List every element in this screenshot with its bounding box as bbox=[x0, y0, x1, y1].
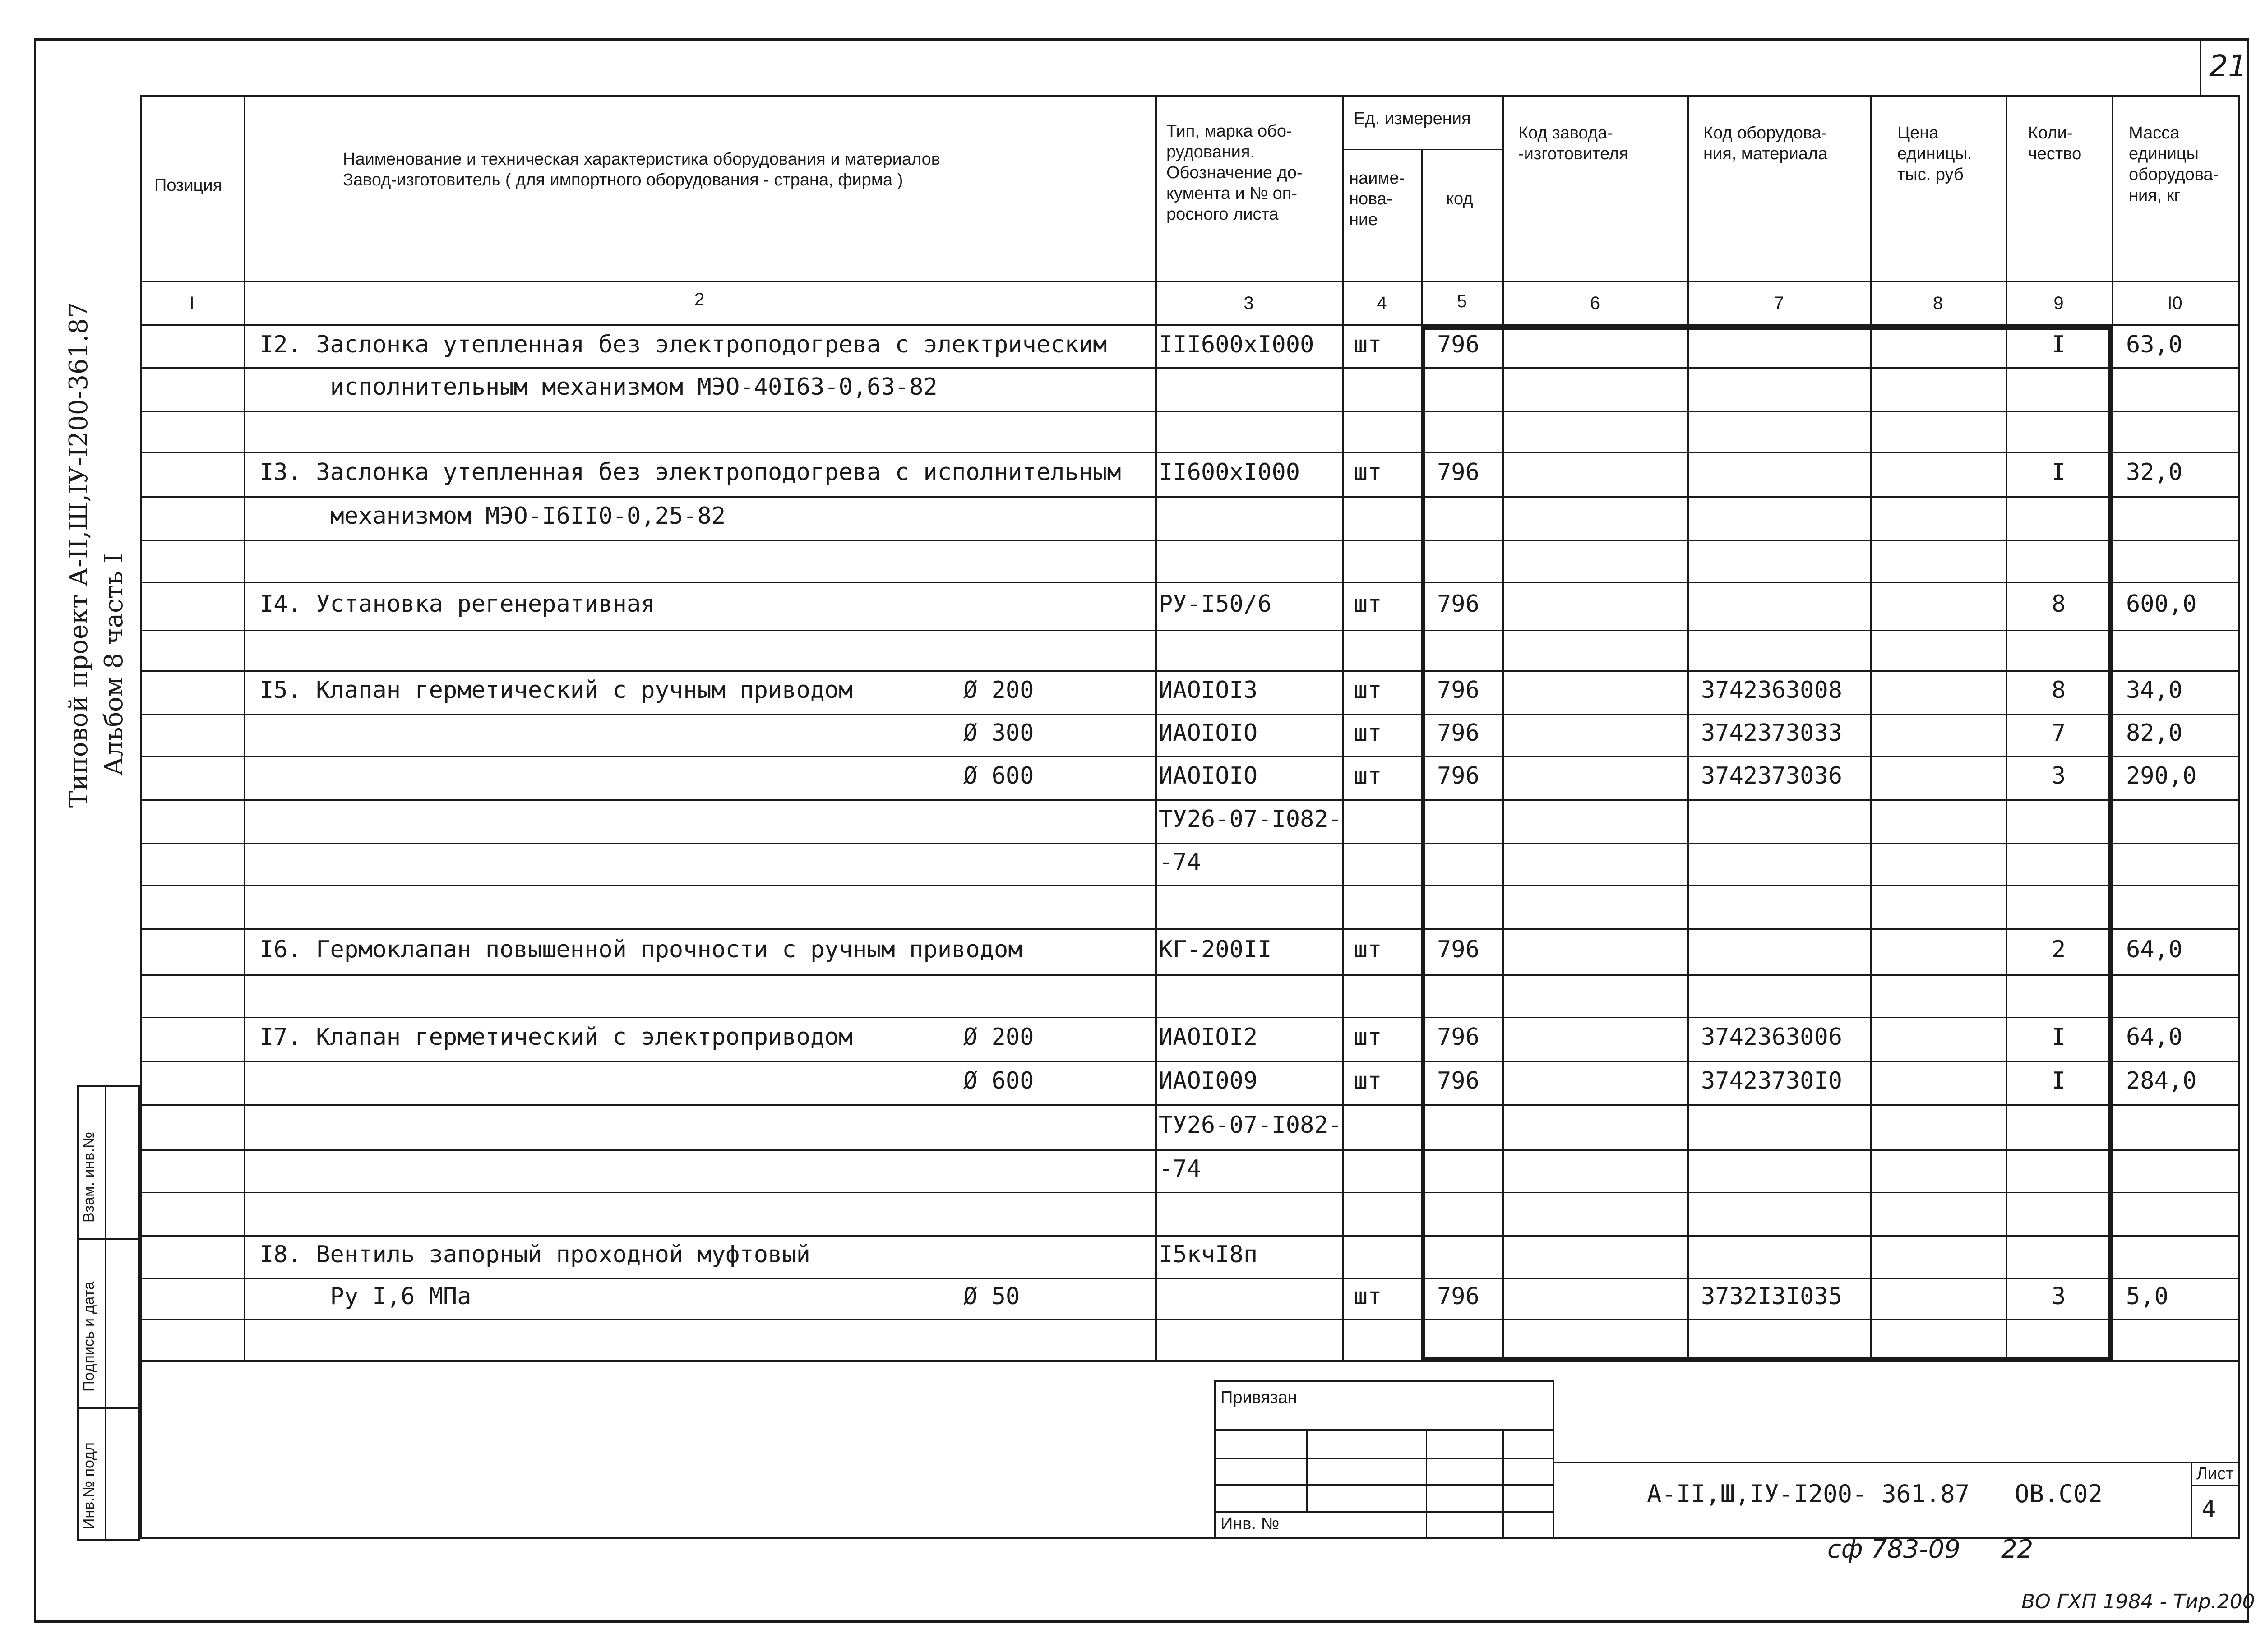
row-11-unit: шт bbox=[1354, 762, 1382, 789]
row-line bbox=[140, 670, 2240, 672]
unit-header-split bbox=[1342, 149, 1502, 150]
row-23-eq-code: 3732I3I035 bbox=[1701, 1283, 1843, 1310]
row-11-eq-code: 3742373036 bbox=[1701, 762, 1843, 789]
row-23-code: 796 bbox=[1437, 1283, 1479, 1310]
header-unit: Ед. измерения bbox=[1354, 109, 1471, 128]
row-line bbox=[140, 843, 2240, 844]
row-18-type: ИАОI009 bbox=[1159, 1067, 1258, 1094]
row-11-dia: Ø 600 bbox=[963, 762, 1034, 789]
row-23-qty: 3 bbox=[2051, 1283, 2066, 1310]
col-divider-1 bbox=[244, 95, 245, 1361]
row-17-type: ИАОIОI2 bbox=[1159, 1024, 1258, 1051]
row-17-qty: I bbox=[2051, 1024, 2066, 1051]
row-11-mass: 290,0 bbox=[2126, 762, 2197, 789]
row-line bbox=[140, 411, 2240, 412]
row-4-code: 796 bbox=[1437, 459, 1479, 486]
side-title-line2: Альбом 8 часть I bbox=[99, 553, 129, 776]
sheet-number-sep bbox=[2191, 1485, 2240, 1486]
header-qty-2: чество bbox=[2028, 144, 2082, 163]
footer-stamp-code: сф 783-09 bbox=[1827, 1535, 1960, 1564]
row-17-mass: 64,0 bbox=[2126, 1024, 2183, 1051]
row-4-name: I3. Заслонка утепленная без электроподогрева с исполнительным bbox=[259, 459, 1121, 486]
row-23-unit: шт bbox=[1354, 1283, 1382, 1310]
colnum-4: 4 bbox=[1377, 293, 1387, 313]
header-unit-name-3: ние bbox=[1349, 210, 1378, 229]
row-17-unit: шт bbox=[1354, 1024, 1382, 1051]
header-name-line2: Завод-изготовитель ( для импортного оборудования - страна, фирма ) bbox=[343, 171, 903, 189]
row-10-unit: шт bbox=[1354, 720, 1382, 747]
sheet-frame-top bbox=[34, 38, 2249, 41]
row-7-type: РУ-I50/6 bbox=[1159, 591, 1272, 618]
row-13-type: -74 bbox=[1159, 849, 1201, 876]
colnum-7: 7 bbox=[1774, 293, 1784, 313]
col-divider-3 bbox=[1342, 95, 1344, 1361]
stamp-label-podpis: Подпись и дата bbox=[80, 1281, 97, 1392]
row-15-qty: 2 bbox=[2051, 936, 2066, 963]
sheet-corner-number: 21 bbox=[2209, 49, 2247, 83]
row-7-mass: 600,0 bbox=[2126, 591, 2197, 618]
row-line bbox=[140, 540, 2240, 541]
row-9-name: I5. Клапан герметический с ручным приводом bbox=[259, 677, 853, 704]
row-4-unit: шт bbox=[1354, 459, 1382, 486]
header-name-line1: Наименование и техническая характеристика оборудования и материалов bbox=[343, 150, 940, 169]
left-stamp-sep1 bbox=[77, 1238, 140, 1240]
row-17-eq-code: 3742363006 bbox=[1701, 1024, 1843, 1051]
row-9-mass: 34,0 bbox=[2126, 677, 2183, 704]
header-mass-2: единицы bbox=[2129, 144, 2199, 163]
left-stamp-sep2 bbox=[77, 1407, 140, 1409]
row-15-code: 796 bbox=[1437, 936, 1479, 963]
header-price-2: единицы. bbox=[1897, 144, 1972, 163]
row-7-qty: 8 bbox=[2051, 591, 2066, 618]
table-right-border bbox=[2238, 95, 2240, 1539]
header-mfr-code-2: -изготовителя bbox=[1518, 144, 1628, 163]
row-line bbox=[140, 1017, 2240, 1018]
row-9-code: 796 bbox=[1437, 677, 1479, 704]
row-line bbox=[140, 1235, 2240, 1237]
row-1-unit: шт bbox=[1354, 331, 1382, 358]
row-18-mass: 284,0 bbox=[2126, 1067, 2197, 1094]
header-position: Позиция bbox=[154, 176, 222, 195]
colnum-10: I0 bbox=[2167, 293, 2182, 313]
row-line bbox=[140, 1149, 2240, 1151]
row-15-mass: 64,0 bbox=[2126, 936, 2183, 963]
row-line bbox=[140, 885, 2240, 886]
row-4-qty: I bbox=[2051, 459, 2066, 486]
row-17-code: 796 bbox=[1437, 1024, 1479, 1051]
row-11-type: ИАОIОIО bbox=[1159, 762, 1258, 789]
header-type-3: Обозначение до- bbox=[1166, 163, 1303, 182]
project-code: А-II,Ш,IУ-I200- 361.87 bbox=[1647, 1480, 1970, 1508]
row-22-name: I8. Вентиль запорный проходной муфтовый bbox=[259, 1241, 810, 1268]
privyazan-label: Привязан bbox=[1220, 1388, 1297, 1407]
header-mass-1: Масса bbox=[2129, 124, 2180, 143]
row-10-qty: 7 bbox=[2051, 720, 2066, 747]
row-17-name: I7. Клапан герметический с электроприводом bbox=[259, 1024, 853, 1051]
header-price-1: Цена bbox=[1897, 124, 1939, 143]
doc-code: ОВ.С02 bbox=[2015, 1480, 2103, 1508]
col-divider-2 bbox=[1155, 95, 1157, 1361]
colnum-6: 6 bbox=[1590, 293, 1600, 313]
left-stamp-divider bbox=[105, 1085, 106, 1541]
row-line bbox=[140, 452, 2240, 453]
row-9-type: ИАОIОI3 bbox=[1159, 677, 1258, 704]
colnum-3: 3 bbox=[1244, 293, 1254, 313]
privyazan-div1 bbox=[1306, 1429, 1308, 1511]
row-10-type: ИАОIОIО bbox=[1159, 720, 1258, 747]
row-22-type: I5кчI8п bbox=[1159, 1241, 1258, 1268]
colnum-9: 9 bbox=[2053, 293, 2064, 313]
sheet-number: 4 bbox=[2202, 1495, 2216, 1523]
header-price-3: тыс. руб bbox=[1897, 165, 1964, 184]
row-line bbox=[140, 1319, 2240, 1320]
row-line bbox=[140, 714, 2240, 715]
col-divider-9 bbox=[2112, 95, 2113, 1361]
row-15-name: I6. Гермоклапан повышенной прочности с ручным приводом bbox=[259, 936, 1022, 963]
row-7-unit: шт bbox=[1354, 591, 1382, 618]
row-7-code: 796 bbox=[1437, 591, 1479, 618]
header-type-4: кумента и № оп- bbox=[1166, 184, 1298, 203]
privyazan-div2 bbox=[1426, 1429, 1427, 1539]
row-line bbox=[140, 799, 2240, 801]
title-block-top bbox=[1554, 1462, 2238, 1463]
row-18-qty: I bbox=[2051, 1067, 2066, 1094]
header-mfr-code-1: Код завода- bbox=[1518, 124, 1613, 143]
row-20-type: -74 bbox=[1159, 1155, 1201, 1182]
row-line bbox=[140, 630, 2240, 631]
row-23-mass: 5,0 bbox=[2126, 1283, 2168, 1310]
header-type-1: Тип, марка обо- bbox=[1166, 122, 1292, 141]
colnum-5: 5 bbox=[1456, 291, 1467, 311]
row-10-dia: Ø 300 bbox=[963, 720, 1034, 747]
row-10-mass: 82,0 bbox=[2126, 720, 2183, 747]
row-1-name: I2. Заслонка утепленная без электроподогрева с электрическим bbox=[259, 331, 1107, 358]
header-unit-code: код bbox=[1446, 189, 1473, 208]
row-line bbox=[140, 582, 2240, 583]
row-7-name: I4. Установка регенеративная bbox=[259, 591, 655, 618]
colnum-8: 8 bbox=[1932, 293, 1943, 313]
row-line bbox=[140, 1278, 2240, 1279]
row-5-name: механизмом МЭО-I6II0-0,25-82 bbox=[259, 503, 726, 530]
header-eq-code-1: Код оборудова- bbox=[1703, 124, 1827, 143]
header-type-5: росного листа bbox=[1166, 205, 1279, 224]
colnum-1: I bbox=[189, 293, 194, 313]
row-18-unit: шт bbox=[1354, 1067, 1382, 1094]
header-unit-name-2: нова- bbox=[1349, 189, 1392, 208]
row-11-qty: 3 bbox=[2051, 762, 2066, 789]
footer-stamp-page: 22 bbox=[2001, 1535, 2034, 1564]
row-line bbox=[140, 928, 2240, 930]
row-18-code: 796 bbox=[1437, 1067, 1479, 1094]
row-line bbox=[140, 756, 2240, 757]
row-1-qty: I bbox=[2051, 331, 2066, 358]
row-line bbox=[140, 1061, 2240, 1062]
row-12-type: ТУ26-07-I082- bbox=[1159, 806, 1342, 833]
table-header-bottom bbox=[140, 281, 2240, 282]
row-11-code: 796 bbox=[1437, 762, 1479, 789]
header-mass-3: оборудова- bbox=[2129, 165, 2219, 184]
row-line bbox=[140, 1192, 2240, 1193]
header-qty-1: Коли- bbox=[2028, 124, 2073, 143]
header-mass-4: ния, кг bbox=[2129, 186, 2181, 205]
colnum-2: 2 bbox=[694, 290, 705, 309]
corner-box-left bbox=[2200, 38, 2201, 97]
sheet-frame-bottom bbox=[34, 1620, 2249, 1623]
footer-bottom-right: ВО ГХП 1984 - Тир.200 bbox=[2021, 1590, 2255, 1613]
side-title-line1: Типовой проект А-II,Ш,IУ-I200-361.87 bbox=[64, 302, 93, 808]
row-line bbox=[140, 496, 2240, 498]
row-10-eq-code: 3742373033 bbox=[1701, 720, 1843, 747]
row-2-name: исполнительным механизмом МЭО-40I63-0,63-82 bbox=[259, 374, 938, 401]
privyazan-div3 bbox=[1502, 1429, 1504, 1539]
row-15-type: КГ-200II bbox=[1159, 936, 1272, 963]
row-4-type: II600xI000 bbox=[1159, 459, 1300, 486]
stamp-label-vzam: Взам. инв.№ bbox=[80, 1131, 97, 1223]
row-19-type: ТУ26-07-I082- bbox=[1159, 1112, 1342, 1139]
row-line bbox=[140, 367, 2240, 369]
sheet-frame-right bbox=[2247, 38, 2249, 1623]
row-1-type: III600xI000 bbox=[1159, 331, 1314, 358]
row-9-dia: Ø 200 bbox=[963, 677, 1034, 704]
header-type-2: рудования. bbox=[1166, 143, 1255, 162]
row-1-mass: 63,0 bbox=[2126, 331, 2183, 358]
header-eq-code-2: ния, материала bbox=[1703, 144, 1828, 163]
row-17-dia: Ø 200 bbox=[963, 1024, 1034, 1051]
row-1-code: 796 bbox=[1437, 331, 1479, 358]
row-line bbox=[140, 974, 2240, 976]
stamp-label-inv-podl: Инв.№ подл bbox=[80, 1442, 97, 1529]
row-line bbox=[140, 1104, 2240, 1106]
row-23-dia: Ø 50 bbox=[963, 1283, 1020, 1310]
header-unit-name-1: наиме- bbox=[1349, 169, 1405, 188]
row-9-unit: шт bbox=[1354, 677, 1382, 704]
row-15-unit: шт bbox=[1354, 936, 1382, 963]
table-top-border bbox=[140, 95, 2240, 97]
row-18-dia: Ø 600 bbox=[963, 1067, 1034, 1094]
row-23-name: Ру I,6 МПа bbox=[259, 1283, 472, 1310]
row-18-eq-code: 37423730I0 bbox=[1701, 1067, 1843, 1094]
row-4-mass: 32,0 bbox=[2126, 459, 2183, 486]
row-10-code: 796 bbox=[1437, 720, 1479, 747]
inv-no-label: Инв. № bbox=[1220, 1514, 1280, 1533]
sheet-label: Лист bbox=[2196, 1464, 2234, 1483]
row-9-eq-code: 3742363008 bbox=[1701, 677, 1843, 704]
sheet-frame-left bbox=[34, 38, 36, 1623]
row-9-qty: 8 bbox=[2051, 677, 2066, 704]
